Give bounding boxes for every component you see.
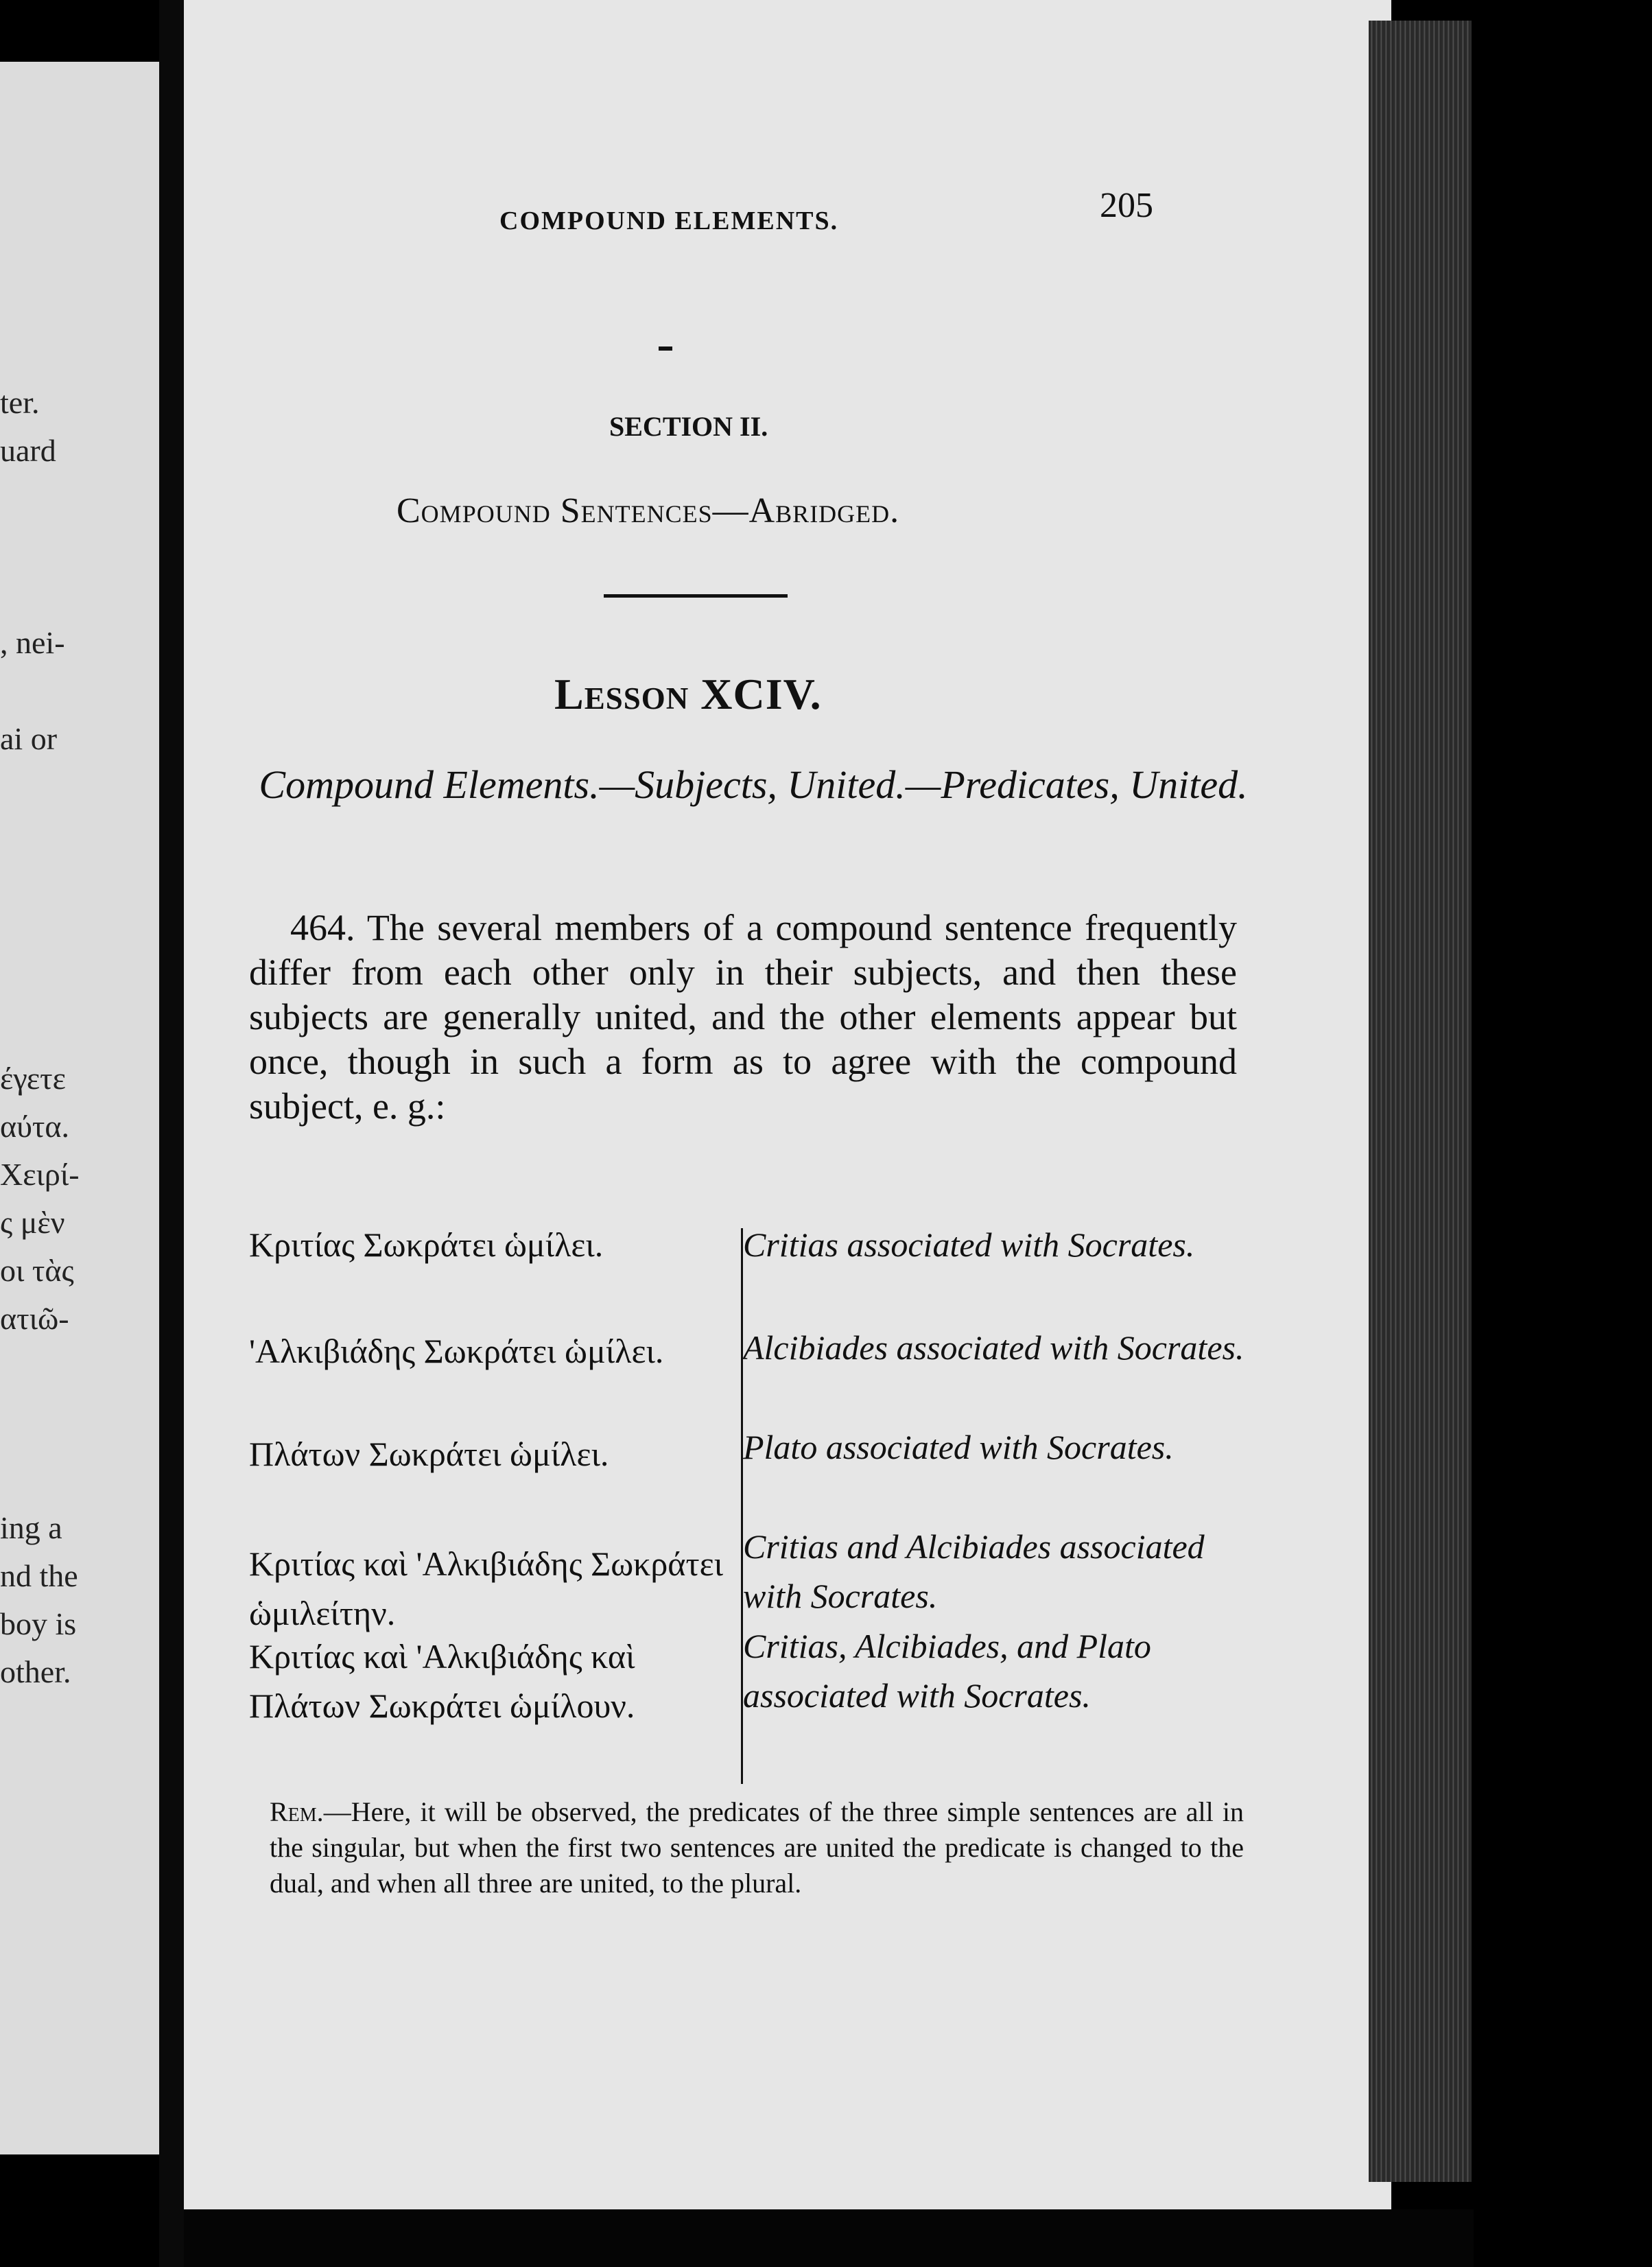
left-fragment: ing a: [0, 1510, 62, 1545]
left-fragment: οι τὰς: [0, 1253, 74, 1288]
left-fragment: nd the: [0, 1558, 78, 1593]
greek-example: Κριτίας Σωκράτει ὡμίλει.: [249, 1225, 604, 1264]
english-translation: Plato associated with Socrates.: [743, 1428, 1174, 1466]
page-stack-edge: [1369, 21, 1472, 2182]
left-fragment: boy is: [0, 1606, 77, 1641]
left-fragment: other.: [0, 1654, 71, 1689]
left-fragment: ter.: [0, 385, 40, 420]
left-fragment: έγετε: [0, 1061, 66, 1096]
book-gutter: [159, 0, 184, 2267]
greek-example: Κριτίας καὶ 'Αλκιβιάδης Σωκράτει ὡμιλείτην.: [249, 1544, 724, 1632]
page-number: 205: [1100, 186, 1153, 225]
paragraph-number: 464.: [290, 907, 355, 948]
lesson-title: Lesson XCIV.: [554, 670, 822, 718]
remark-note: [270, 1794, 1244, 1901]
english-translation: Critias and Alcibiades associated with Socrates.: [743, 1527, 1205, 1615]
english-translation: Critias associated with Socrates.: [743, 1225, 1195, 1264]
remark-text: —Here, it will be observed, the predicates of the three simple sentences are all in the singular, but when the first two sentences are united the predicate is changed to the dual, and when all three are united, to the plural.: [270, 1796, 1244, 1899]
bottom-shadow: [184, 2209, 1474, 2267]
greek-example: Πλάτων Σωκράτει ὡμίλει.: [249, 1435, 609, 1473]
english-translation: Critias, Alcibiades, and Plato associated with Socrates.: [743, 1627, 1151, 1715]
left-fragment: , nei-: [0, 625, 65, 660]
left-fragment: ai or: [0, 721, 58, 756]
left-fragment: uard: [0, 433, 56, 468]
facing-page-fragment: [0, 62, 159, 2154]
english-translation: Alcibiades associated with Socrates.: [743, 1328, 1244, 1367]
greek-example: Κριτίας καὶ 'Αλκιβιάδης καὶ Πλάτων Σωκράτει ὡμίλουν.: [249, 1637, 635, 1725]
remark-label: Rem.: [270, 1796, 324, 1827]
ornament-dash: [659, 346, 672, 351]
section-title: SECTION II.: [609, 411, 768, 442]
running-head: COMPOUND ELEMENTS.: [499, 207, 839, 235]
left-fragment: αύτα.: [0, 1109, 69, 1144]
lesson-topic: Compound Elements.—Subjects, United.—Predicates, United.: [259, 762, 1248, 807]
paragraph-text: The several members of a compound sentence frequently differ from each other only in their subjects, and then these subjects are generally united, and the other elements appear but once, though in such a form as to agree with the compound subject, e. g.:: [249, 907, 1238, 1127]
left-fragment: Χειρί-: [0, 1157, 80, 1192]
greek-example: 'Αλκιβιάδης Σωκράτει ὡμίλει.: [249, 1332, 664, 1370]
left-fragment: ατιῶ-: [0, 1301, 69, 1336]
book-page: [184, 0, 1391, 2209]
background-shadow: [1472, 0, 1652, 2267]
divider-rule: [604, 594, 788, 598]
body-paragraph: [249, 906, 1237, 1129]
section-subtitle: Compound Sentences—Abridged.: [397, 491, 900, 530]
left-fragment: ς μὲν: [0, 1205, 65, 1240]
